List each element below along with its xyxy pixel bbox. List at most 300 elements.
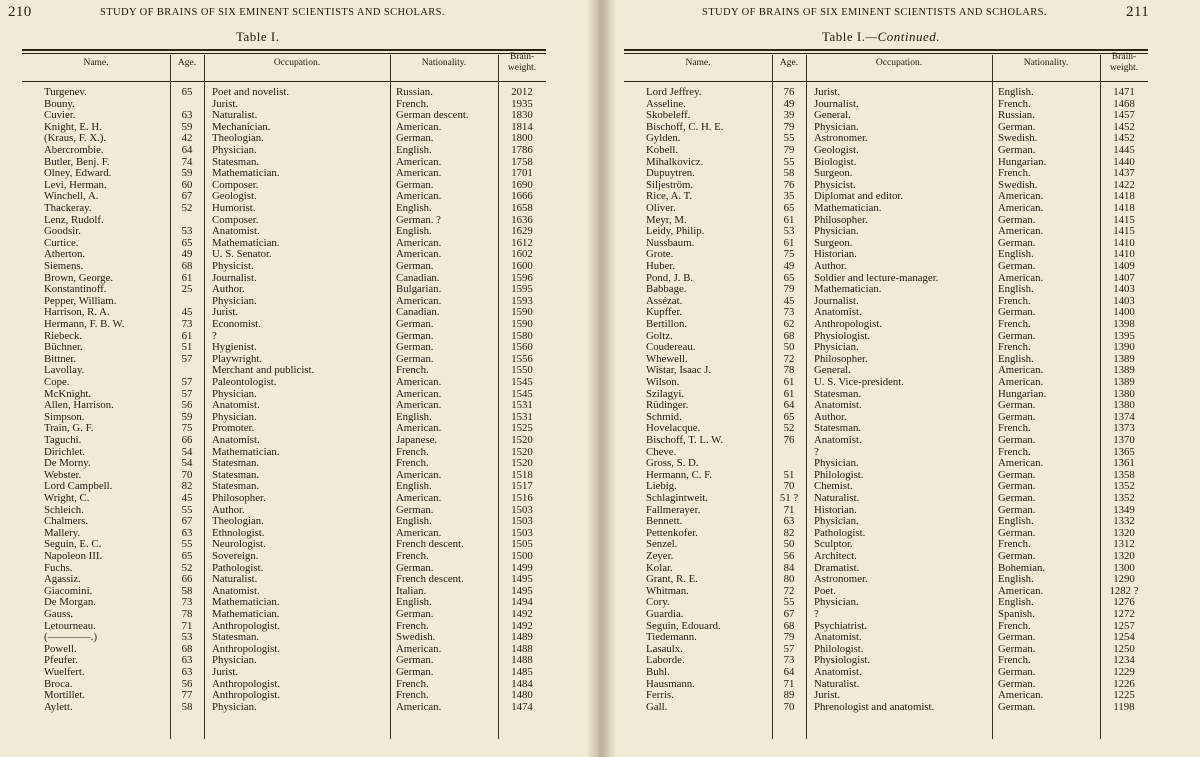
cell-age: 45: [181, 492, 193, 504]
cell-name: Tiedemann.: [646, 631, 697, 644]
cell-brain-weight: 1389: [1113, 376, 1135, 388]
cell-brain-weight: 1290: [1113, 573, 1135, 586]
cell-occupation: Anthropologist.: [212, 677, 281, 690]
cell-occupation: Statesman.: [212, 155, 260, 168]
cell-occupation: U. S. Senator.: [212, 248, 272, 261]
cell-nationality: American.: [998, 364, 1044, 377]
cell-occupation: Anthropologist.: [212, 689, 281, 702]
cell-name: Agassiz.: [44, 573, 81, 586]
table-row: [624, 238, 1148, 250]
cell-name: Bischoff, C. H. E.: [646, 120, 724, 133]
cell-age: 68: [783, 619, 795, 632]
cell-occupation: Naturalist.: [212, 109, 258, 122]
cell-occupation: Theologian.: [212, 515, 264, 528]
cell-brain-weight: 1403: [1113, 294, 1135, 307]
cell-name: Whewell.: [646, 352, 688, 365]
running-head-title-right: STUDY OF BRAINS OF SIX EMINENT SCIENTISTS AND SCHOLARS.: [702, 7, 1047, 18]
cell-occupation: U. S. Vice-president.: [814, 376, 905, 388]
cell-age: 59: [181, 167, 193, 180]
table-row: [624, 505, 1148, 517]
cell-brain-weight: 1531: [511, 399, 533, 412]
cell-age: 51: [783, 468, 795, 481]
cell-name: Coudereau.: [646, 341, 696, 354]
cell-brain-weight: 1403: [1113, 283, 1135, 296]
cell-name: McKnight.: [44, 387, 92, 400]
cell-nationality: Spanish.: [998, 608, 1035, 620]
cell-brain-weight: 1503: [511, 526, 533, 539]
cell-age: 45: [181, 306, 193, 319]
cell-brain-weight: 1499: [511, 561, 533, 574]
cell-nationality: American.: [396, 700, 442, 713]
column-header: Brain-weight.: [507, 52, 537, 73]
cell-name: Liebig.: [646, 480, 677, 493]
table-row: [22, 423, 546, 435]
cell-name: Winchell, A.: [44, 190, 99, 203]
cell-nationality: German.: [396, 608, 434, 620]
cell-age: 63: [181, 109, 193, 122]
cell-age: 79: [783, 144, 795, 156]
cell-nationality: German.: [998, 329, 1036, 342]
cell-occupation: Composer.: [212, 178, 259, 191]
cell-name: Nussbaum.: [646, 236, 695, 249]
cell-brain-weight: 1612: [511, 236, 533, 249]
cell-nationality: American.: [396, 399, 442, 412]
table-row: [22, 447, 546, 459]
cell-nationality: German.: [998, 213, 1036, 226]
cell-name: Lenz, Rudolf.: [44, 213, 104, 226]
cell-nationality: Canadian.: [396, 306, 440, 319]
cell-name: Szilagyi.: [646, 387, 685, 400]
cell-name: Bittner.: [44, 352, 77, 365]
page-number-left: 210: [8, 4, 32, 20]
cell-age: 54: [181, 457, 193, 470]
cell-nationality: English.: [998, 573, 1034, 586]
table-row: [624, 528, 1148, 540]
cell-name: Siemens.: [44, 260, 84, 272]
table-row: [22, 249, 546, 261]
cell-nationality: French.: [396, 445, 429, 458]
cell-brain-weight: 1500: [511, 550, 533, 562]
cell-age: 76: [783, 86, 795, 98]
cell-age: 50: [783, 341, 795, 354]
cell-name: Giacomini.: [44, 584, 93, 597]
cell-occupation: Humorist.: [212, 202, 256, 214]
cell-nationality: French.: [396, 677, 429, 690]
table-row: [624, 99, 1148, 111]
cell-name: Thackeray.: [44, 202, 92, 214]
cell-brain-weight: 1556: [511, 352, 533, 365]
cell-brain-weight: 1254: [1113, 631, 1135, 644]
table-row: [22, 644, 546, 656]
cell-brain-weight: 1786: [511, 144, 533, 156]
cell-name: Senzel.: [646, 538, 678, 551]
table-row: [624, 597, 1148, 609]
table-row: [22, 377, 546, 389]
cell-brain-weight: 1520: [511, 445, 533, 458]
cell-brain-weight: 1320: [1113, 550, 1135, 562]
cell-brain-weight: 1229: [1113, 666, 1135, 678]
cell-name: Broca.: [44, 677, 73, 690]
cell-age: 79: [783, 631, 795, 644]
cell-nationality: American.: [396, 248, 442, 261]
cell-nationality: French.: [998, 167, 1031, 180]
cell-occupation: Physiologist.: [814, 654, 871, 667]
table-row: [624, 226, 1148, 238]
cell-brain-weight: 1560: [511, 341, 533, 354]
cell-occupation: Naturalist.: [814, 677, 860, 690]
cell-age: 57: [783, 642, 795, 655]
table-row: [624, 493, 1148, 505]
cell-nationality: Bulgarian.: [396, 283, 442, 296]
cell-brain-weight: 1471: [1113, 86, 1135, 98]
cell-nationality: German.: [396, 352, 434, 365]
cell-occupation: Ethnologist.: [212, 526, 265, 539]
cell-name: Mortillet.: [44, 689, 86, 702]
cell-occupation: Geologist.: [814, 144, 859, 156]
cell-age: 63: [181, 654, 193, 667]
cell-name: Buhl.: [646, 666, 670, 678]
header-bottom-rule: [22, 81, 546, 82]
cell-occupation: Author.: [814, 260, 847, 272]
table-row: [22, 203, 546, 215]
table-row: [22, 702, 546, 714]
cell-age: 76: [783, 434, 795, 446]
table-row: [22, 632, 546, 644]
cell-name: De Morgan.: [44, 596, 96, 609]
cell-occupation: Architect.: [814, 550, 857, 562]
table-row: [624, 331, 1148, 343]
cell-name: Rice, A. T.: [646, 190, 693, 203]
cell-brain-weight: 1410: [1113, 236, 1135, 249]
cell-nationality: English.: [396, 144, 432, 156]
cell-occupation: Poet and novelist.: [212, 86, 290, 98]
cell-occupation: General.: [814, 109, 851, 122]
cell-occupation: Anatomist.: [814, 306, 862, 319]
table-row: [22, 191, 546, 203]
cell-brain-weight: 1365: [1113, 445, 1135, 458]
cell-nationality: Russian.: [396, 86, 433, 98]
cell-age: 68: [783, 329, 795, 342]
cell-name: Train, G. F.: [44, 422, 94, 435]
cell-nationality: French.: [396, 457, 429, 470]
cell-nationality: American.: [396, 190, 442, 203]
data-table-right: [624, 49, 1148, 739]
table-title-right: [822, 29, 940, 45]
cell-age: 72: [783, 584, 795, 597]
table-row: [22, 574, 546, 586]
column-header: Nationality.: [421, 58, 467, 68]
cell-brain-weight: 1282 ?: [1109, 584, 1139, 597]
cell-name: Mallery.: [44, 526, 81, 539]
cell-age: 71: [783, 503, 795, 516]
cell-brain-weight: 1520: [511, 457, 533, 470]
cell-name: (Kraus, F. X.).: [44, 132, 107, 145]
cell-name: Pepper, William.: [44, 294, 117, 307]
cell-nationality: French.: [998, 445, 1031, 458]
cell-brain-weight: 1545: [511, 387, 533, 400]
cell-nationality: French.: [396, 619, 429, 632]
cell-occupation: Anatomist.: [212, 434, 260, 446]
cell-nationality: American.: [396, 155, 442, 168]
table-row: [22, 226, 546, 238]
cell-brain-weight: 1389: [1113, 352, 1135, 365]
cell-occupation: Mathematician.: [814, 283, 882, 296]
cell-age: 64: [783, 399, 795, 412]
cell-nationality: German.: [998, 260, 1036, 272]
cell-occupation: Sovereign.: [212, 550, 259, 562]
cell-brain-weight: 1437: [1113, 167, 1135, 180]
cell-name: Schlagintweit.: [646, 492, 709, 504]
cell-occupation: Physician.: [212, 294, 257, 307]
cell-age: 35: [783, 190, 795, 203]
cell-occupation: Naturalist.: [212, 573, 258, 586]
cell-name: Abercrombie.: [44, 144, 104, 156]
cell-occupation: Mathematician.: [814, 202, 882, 214]
cell-brain-weight: 1418: [1113, 202, 1135, 214]
cell-occupation: Anthropologist.: [814, 318, 883, 330]
cell-nationality: American.: [396, 642, 442, 655]
cell-nationality: American.: [396, 526, 442, 539]
cell-nationality: American.: [998, 584, 1044, 597]
cell-name: Butler, Benj. F.: [44, 155, 110, 168]
cell-occupation: Naturalist.: [814, 492, 860, 504]
cell-brain-weight: 1550: [511, 364, 533, 377]
cell-brain-weight: 1374: [1113, 410, 1135, 423]
cell-age: 60: [181, 178, 193, 191]
table-row: [624, 249, 1148, 261]
cell-brain-weight: 1352: [1113, 492, 1135, 504]
cell-occupation: Journalist.: [212, 271, 257, 284]
cell-occupation: Chemist.: [814, 480, 853, 493]
table-row: [22, 435, 546, 447]
cell-age: 58: [181, 700, 193, 713]
cell-nationality: French.: [396, 550, 429, 562]
cell-brain-weight: 1503: [511, 515, 533, 528]
cell-name: Gross, S. D.: [646, 457, 699, 470]
cell-occupation: Physicist.: [814, 178, 856, 191]
cell-brain-weight: 1234: [1113, 654, 1135, 667]
cell-brain-weight: 1332: [1113, 515, 1135, 528]
cell-brain-weight: 1590: [511, 306, 533, 319]
table-row: [624, 447, 1148, 459]
table-row: [22, 609, 546, 621]
table-row: [624, 273, 1148, 285]
cell-occupation: Anatomist.: [212, 399, 260, 412]
cell-nationality: German.: [396, 666, 434, 678]
table-row: [624, 551, 1148, 563]
cell-brain-weight: 1800: [511, 132, 533, 145]
cell-nationality: French.: [396, 689, 429, 702]
cell-name: Laborde.: [646, 654, 685, 667]
table-row: [22, 261, 546, 273]
cell-age: 56: [783, 550, 795, 562]
cell-occupation: Physician.: [814, 225, 859, 238]
cell-brain-weight: 1814: [511, 120, 533, 133]
cell-age: 70: [783, 700, 795, 713]
cell-occupation: Mathematician.: [212, 167, 280, 180]
table-row: [624, 157, 1148, 169]
cell-name: Bischoff, T. L. W.: [646, 434, 724, 446]
cell-nationality: Italian.: [396, 584, 427, 597]
cell-age: 42: [181, 132, 193, 145]
cell-nationality: American.: [998, 202, 1044, 214]
cell-occupation: Author.: [814, 410, 847, 423]
cell-name: Wuelfert.: [44, 666, 85, 678]
cell-nationality: Bohemian.: [998, 561, 1046, 574]
cell-age: 66: [181, 434, 193, 446]
cell-occupation: Journalist.: [814, 294, 859, 307]
cell-name: Oliver.: [646, 202, 676, 214]
cell-name: (————.): [44, 631, 98, 644]
cell-occupation: General.: [814, 364, 851, 377]
cell-age: 65: [783, 271, 795, 284]
cell-age: 56: [181, 677, 193, 690]
table-row: [624, 667, 1148, 679]
cell-age: 68: [181, 260, 193, 272]
cell-occupation: Sculptor.: [814, 538, 853, 551]
cell-age: 82: [783, 526, 795, 539]
cell-age: 55: [783, 155, 795, 168]
cell-nationality: German.: [998, 503, 1036, 516]
cell-name: Ferris.: [646, 689, 674, 702]
cell-occupation: Anatomist.: [212, 225, 260, 238]
cell-name: Meyr, M.: [646, 213, 687, 226]
cell-brain-weight: 1225: [1113, 689, 1135, 702]
cell-occupation: Philologist.: [814, 642, 864, 655]
cell-name: Levi, Herman.: [44, 178, 107, 191]
cell-name: Gauss.: [44, 608, 74, 620]
cell-name: Asseline.: [646, 97, 686, 110]
cell-name: Bennett.: [646, 515, 683, 528]
cell-nationality: French.: [998, 619, 1031, 632]
table-row: [624, 261, 1148, 273]
cell-occupation: Physician.: [212, 654, 257, 667]
cell-name: Fallmerayer.: [646, 503, 701, 516]
table-row: [22, 551, 546, 563]
cell-brain-weight: 1395: [1113, 329, 1135, 342]
table-row: [22, 586, 546, 598]
cell-age: 80: [783, 573, 795, 586]
cell-occupation: Pathologist.: [212, 561, 264, 574]
cell-occupation: Physicist.: [212, 260, 254, 272]
cell-nationality: English.: [998, 352, 1034, 365]
table-row: [22, 667, 546, 679]
table-row: [624, 87, 1148, 99]
cell-brain-weight: 1352: [1113, 480, 1135, 493]
cell-occupation: Surgeon.: [814, 167, 853, 180]
cell-age: 65: [181, 86, 193, 98]
cell-nationality: German.: [998, 480, 1036, 493]
cell-nationality: English.: [396, 596, 432, 609]
cell-age: 55: [783, 596, 795, 609]
cell-nationality: English.: [998, 596, 1034, 609]
cell-age: 73: [181, 318, 193, 330]
cell-name: Allen, Harrison.: [44, 399, 114, 412]
cell-nationality: American.: [396, 376, 442, 388]
cell-occupation: Neurologist.: [212, 538, 266, 551]
cell-age: 77: [181, 689, 193, 702]
cell-age: 53: [181, 631, 193, 644]
cell-nationality: American.: [998, 190, 1044, 203]
cell-brain-weight: 1373: [1113, 422, 1135, 435]
table-row: [22, 563, 546, 575]
cell-name: Seguin, E. C.: [44, 538, 102, 551]
cell-nationality: English.: [396, 480, 432, 493]
cell-brain-weight: 2012: [511, 86, 533, 98]
column-header: Name.: [83, 58, 109, 68]
cell-age: 75: [783, 248, 795, 261]
cell-brain-weight: 1666: [511, 190, 533, 203]
cell-occupation: Soldier and lecture-manager.: [814, 271, 939, 284]
cell-brain-weight: 1468: [1113, 97, 1135, 110]
cell-nationality: French.: [396, 97, 429, 110]
cell-name: Hovelacque.: [646, 422, 701, 435]
left-page: [0, 0, 598, 757]
cell-name: Mihalkovicz.: [646, 155, 704, 168]
cell-age: 73: [783, 654, 795, 667]
running-head-left: [0, 4, 598, 22]
cell-age: 61: [783, 387, 795, 400]
cell-occupation: Mathematician.: [212, 236, 280, 249]
cell-occupation: Statesman.: [212, 468, 260, 481]
cell-age: 65: [181, 550, 193, 562]
cell-name: Lasaulx.: [646, 642, 683, 655]
cell-nationality: Canadian.: [396, 271, 440, 284]
cell-brain-weight: 1415: [1113, 213, 1135, 226]
cell-name: Cuvier.: [44, 109, 76, 122]
cell-nationality: German.: [396, 132, 434, 145]
cell-age: 72: [783, 352, 795, 365]
cell-nationality: Russian.: [998, 109, 1035, 122]
cell-occupation: Historian.: [814, 248, 857, 261]
cell-name: Kobell.: [646, 144, 679, 156]
cell-brain-weight: 1250: [1113, 642, 1135, 655]
cell-occupation: Mathematician.: [212, 445, 280, 458]
cell-age: 66: [181, 573, 193, 586]
table-row: [22, 400, 546, 412]
cell-nationality: German.: [998, 700, 1036, 713]
cell-brain-weight: 1485: [511, 666, 533, 678]
cell-occupation: Mechanician.: [212, 120, 271, 133]
table-row: [624, 609, 1148, 621]
cell-occupation: Composer.: [212, 213, 259, 226]
cell-occupation: Jurist.: [814, 86, 841, 98]
cell-nationality: German. ?: [396, 213, 441, 226]
table-row: [22, 365, 546, 377]
cell-brain-weight: 1758: [511, 155, 533, 168]
cell-occupation: Physician.: [212, 700, 257, 713]
cell-age: 76: [783, 178, 795, 191]
page-number-right: 211: [1126, 4, 1150, 20]
cell-occupation: Physician.: [212, 410, 257, 423]
cell-brain-weight: 1445: [1113, 144, 1135, 156]
table-row: [624, 145, 1148, 157]
right-page: [602, 0, 1200, 757]
cell-age: 73: [783, 306, 795, 319]
cell-occupation: Promoter.: [212, 422, 255, 435]
table-row: [22, 319, 546, 331]
cell-brain-weight: 1409: [1113, 260, 1135, 272]
cell-occupation: Theologian.: [212, 132, 264, 145]
table-row: [624, 563, 1148, 575]
cell-name: Bertillon.: [646, 318, 688, 330]
cell-nationality: English.: [998, 283, 1034, 296]
column-header: Age.: [779, 58, 799, 68]
table-row: [624, 203, 1148, 215]
table-row: [22, 493, 546, 505]
cell-name: Seguin, Edouard.: [646, 619, 721, 632]
cell-brain-weight: 1452: [1113, 120, 1135, 133]
